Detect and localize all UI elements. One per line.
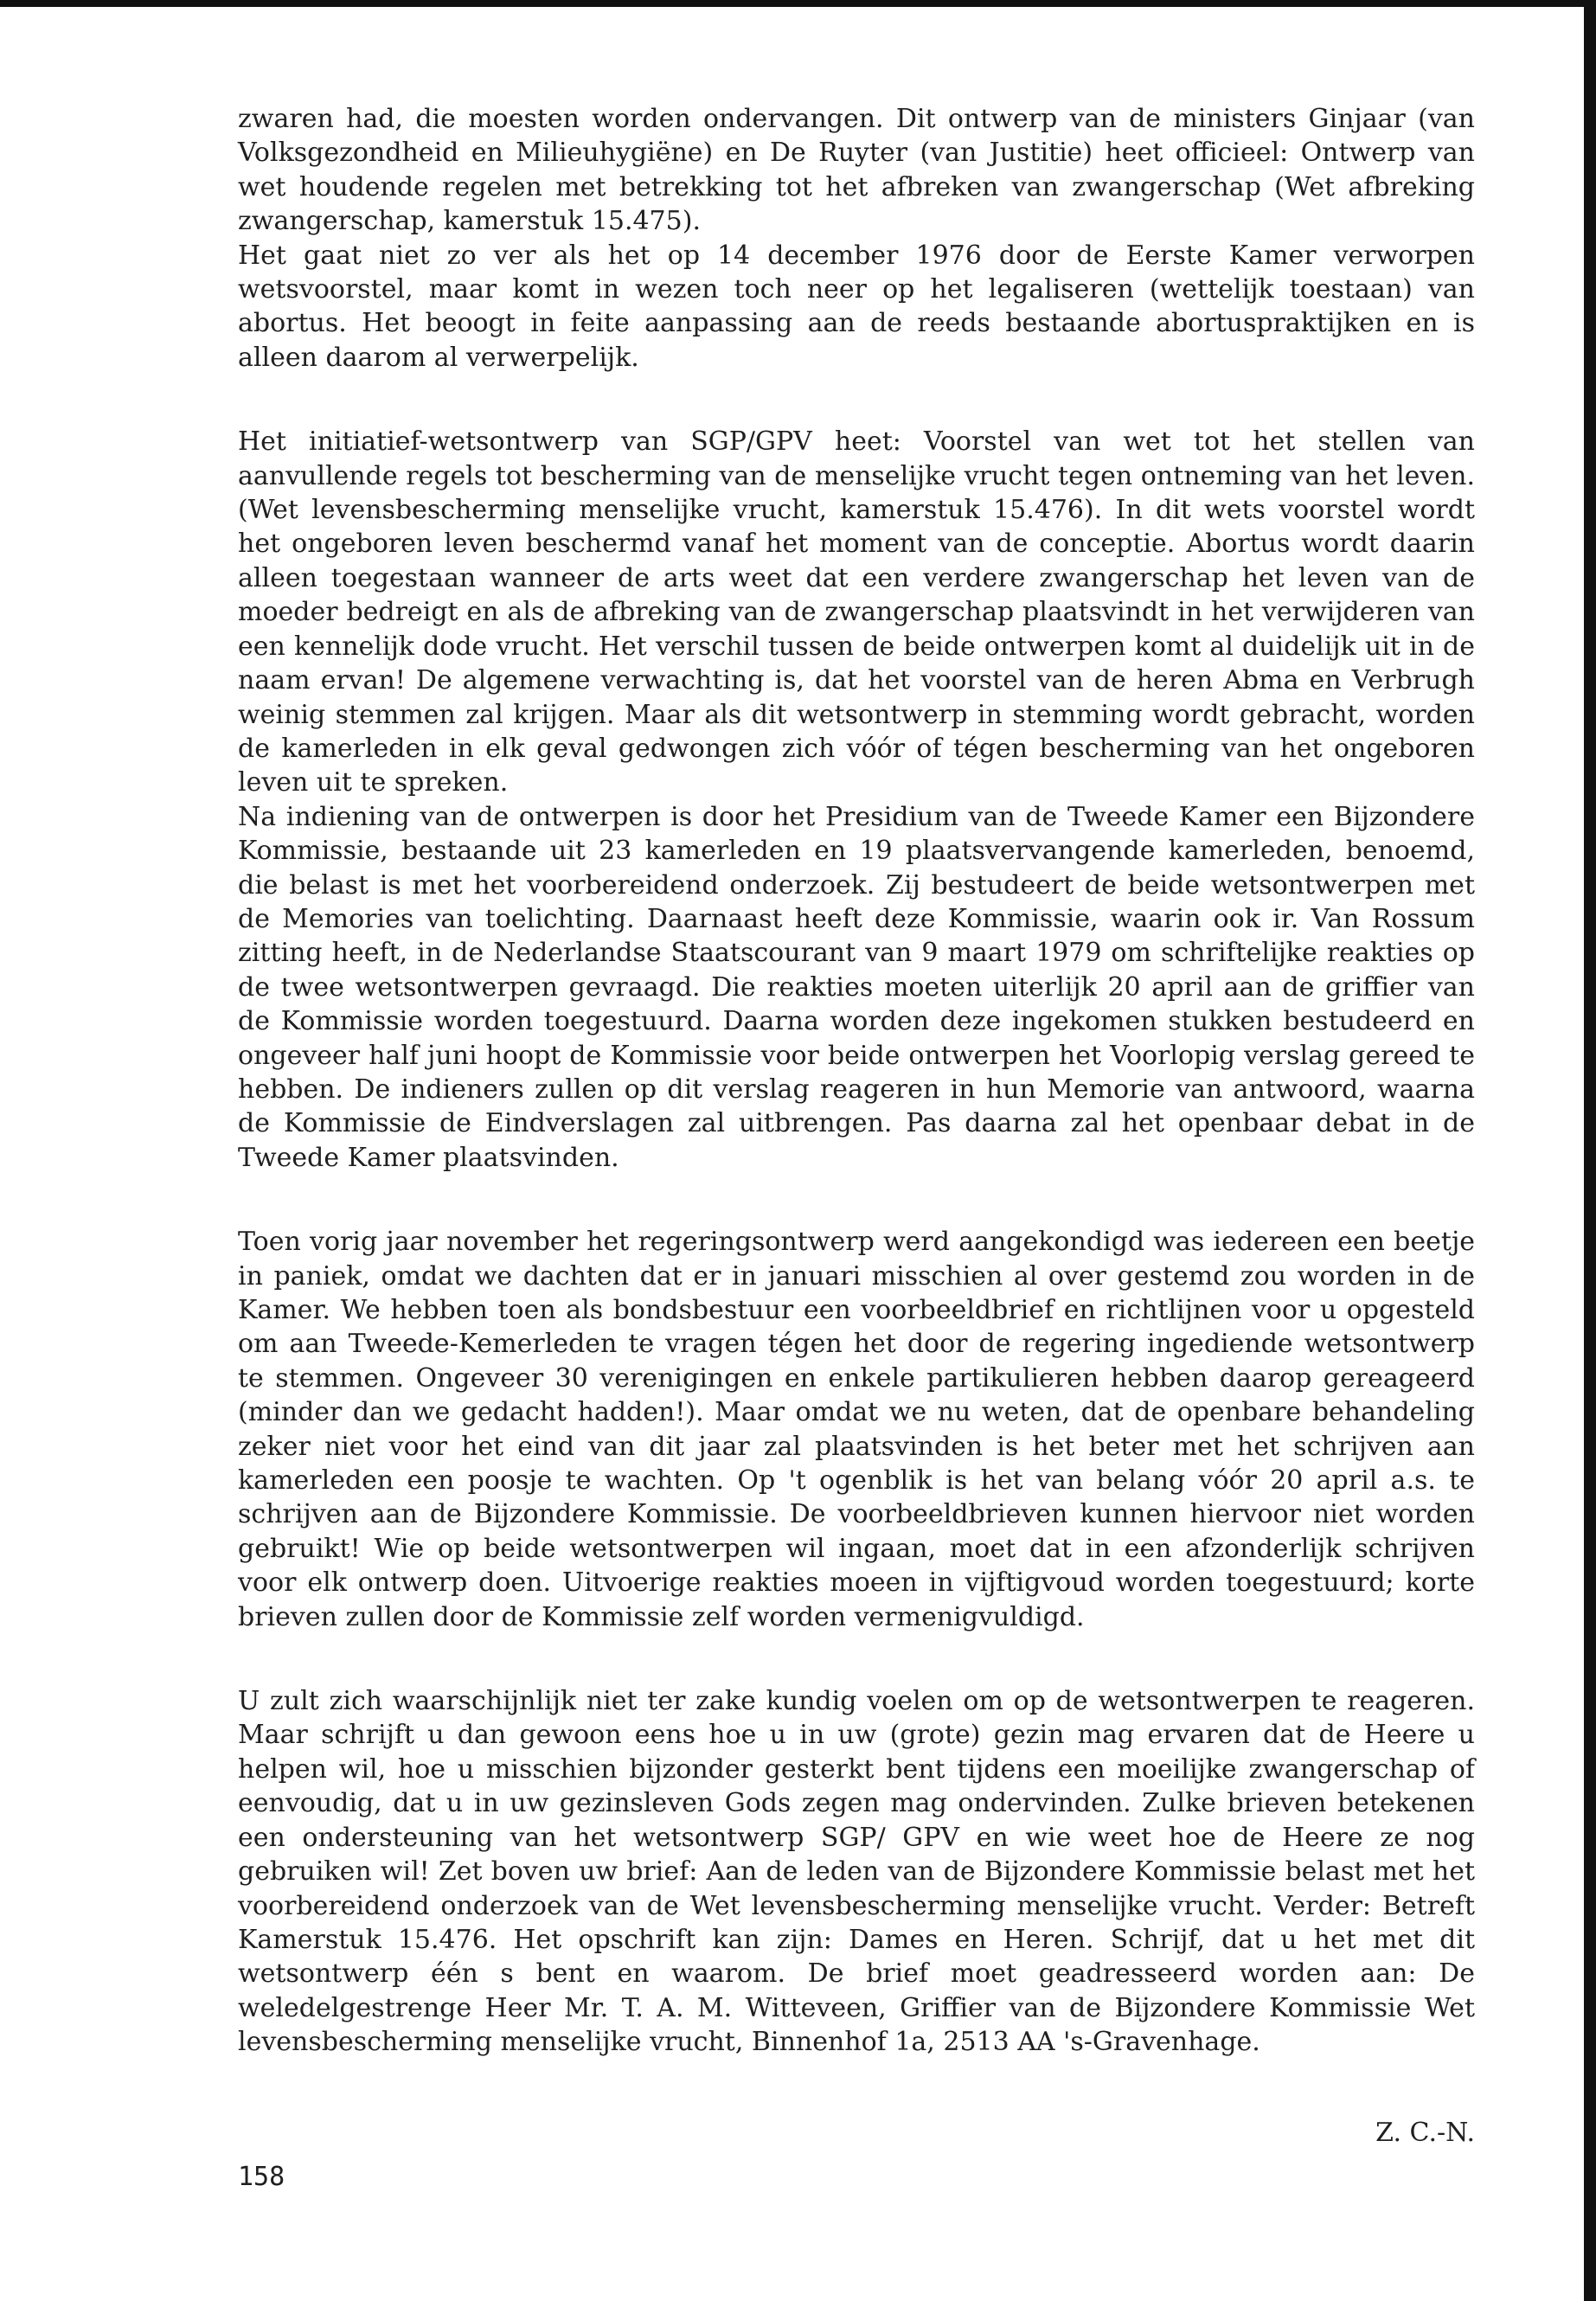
paragraph-2 [238,425,1475,1175]
right-edge-rule [1584,0,1596,2301]
paragraph-1-part-2: Het gaat niet zo ver als het op 14 december 1976 door de Eerste Kamer verworpen wetsvoorstel, maar komt in wezen toch neer op het legaliseren (wettelijk toestaan) van abortus. Het beoogt in feite aanpassing aan de reeds bestaande abortuspraktijken en is alleen daarom al verwerpelijk. [238,240,1475,373]
paragraph-4-part-1: U zult zich waarschijnlijk niet ter zake kundig voelen om op de wetsontwerpen te reageren. Maar schrijft u dan gewoon eens hoe u in uw (grote) gezin mag ervaren dat de Heere u helpen wil, hoe u misschien bijzonder gesterkt bent tijdens een moeilijke zwangerschap of eenvoudig, dat u in uw gezinsleven Gods zegen mag ondervinden. Zulke brieven betekenen een ondersteuning van het wetsontwerp SGP/ GPV en wie weet hoe de Heere ze nog gebruiken wil! Zet boven uw brief: Aan de leden van de Bijzondere Kommissie belast met het voorbereidend onderzoek van de Wet levensbescherming menselijke vrucht. Verder: Betreft Kamerstuk 15.476. Het opschrift kan zijn: Dames en Heren. Schrijf, dat u het met dit wetsontwerp één s bent en waarom. De brief moet geadresseerd worden aan: De weledelgestrenge Heer Mr. T. A. M. Witteveen, Griffier van de Bijzondere Kommissie Wet levensbescherming menselijke vrucht, Binnenhof 1a, 2513 AA 's-Gravenhage. [238,1686,1475,2058]
page-body [238,102,1475,2110]
top-edge-rule [0,0,1596,7]
paragraph-1 [238,102,1475,375]
paragraph-2-part-2: Na indiening van de ontwerpen is door het Presidium van de Tweede Kamer een Bijzondere Kommissie, bestaande uit 23 kamerleden en 19 plaatsvervangende kamerleden, benoemd, die belast is met het voorbereidend onderzoek. Zij bestudeert de beide wetsontwerpen met de Memories van toelichting. Daarnaast heeft deze Kommissie, waarin ook ir. Van Rossum zitting heeft, in de Nederlandse Staatscourant van 9 maart 1979 om schriftelijke reakties op de twee wetsontwerpen gevraagd. Die reakties moeten uiterlijk 20 april aan de griffier van de Kommissie worden toegestuurd. Daarna worden deze ingekomen stukken bestudeerd en ongeveer half juni hoopt de Kommissie voor beide ontwerpen het Voorlopig verslag gereed te hebben. De indieners zullen op dit verslag reageren in hun Memorie van antwoord, waarna de Kommissie de Eindverslagen zal uitbrengen. Pas daarna zal het openbaar debat in de Tweede Kamer plaatsvinden. [238,801,1475,1173]
author-signature: Z. C.-N. [1375,2118,1475,2148]
paragraph-1-part-1: zwaren had, die moesten worden ondervangen. Dit ontwerp van de ministers Ginjaar (van Volksgezondheid en Milieuhygiëne) en De Ruyter (van Justitie) heet officieel: Ontwerp van wet houdende regelen met betrekking tot het afbreken van zwangerschap (Wet afbreking zwangerschap, kamerstuk 15.475). [238,104,1475,237]
paragraph-4 [238,1684,1475,2059]
paragraph-3 [238,1225,1475,1634]
paragraph-2-part-1: Het initiatief-wetsontwerp van SGP/GPV heet: Voorstel van wet tot het stellen van aanvullende regels tot bescherming van de menselijke vrucht tegen ontneming van het leven. (Wet levensbescherming menselijke vrucht, kamerstuk 15.476). In dit wets voorstel wordt het ongeboren leven beschermd vanaf het moment van de conceptie. Abortus wordt daarin alleen toegestaan wanneer de arts weet dat een verdere zwangerschap het leven van de moeder bedreigt en als de afbreking van de zwangerschap plaatsvindt in het verwijderen van een kennelijk dode vrucht. Het verschil tussen de beide ontwerpen komt al duidelijk uit in de naam ervan! De algemene verwachting is, dat het voorstel van de heren Abma en Verbrugh weinig stemmen zal krijgen. Maar als dit wetsontwerp in stemming wordt gebracht, worden de kamerleden in elk geval gedwongen zich vóór of tégen bescherming van het ongeboren leven uit te spreken. [238,426,1475,798]
page-number: 158 [238,2162,285,2192]
paragraph-3-part-1: Toen vorig jaar november het regeringsontwerp werd aangekondigd was iedereen een beetje in paniek, omdat we dachten dat er in januari misschien al over gestemd zou worden in de Kamer. We hebben toen als bondsbestuur een voorbeeldbrief en richtlijnen voor u opgesteld om aan Tweede-Kemerleden te vragen tégen het door de regering ingediende wetsontwerp te stemmen. Ongeveer 30 verenigingen en enkele partikulieren hebben daarop gereageerd (minder dan we gedacht hadden!). Maar omdat we nu weten, dat de openbare behandeling zeker niet voor het eind van dit jaar zal plaatsvinden is het beter met het schrijven aan kamerleden een poosje te wachten. Op 't ogenblik is het van belang vóór 20 april a.s. te schrijven aan de Bijzondere Kommissie. De voorbeeldbrieven kunnen hiervoor niet worden gebruikt! Wie op beide wetsontwerpen wil ingaan, moet dat in een afzonderlijk schrijven voor elk ontwerp doen. Uitvoerige reakties moeen in vijftigvoud worden toegestuurd; korte brieven zullen door de Kommissie zelf worden vermenigvuldigd. [238,1227,1475,1632]
